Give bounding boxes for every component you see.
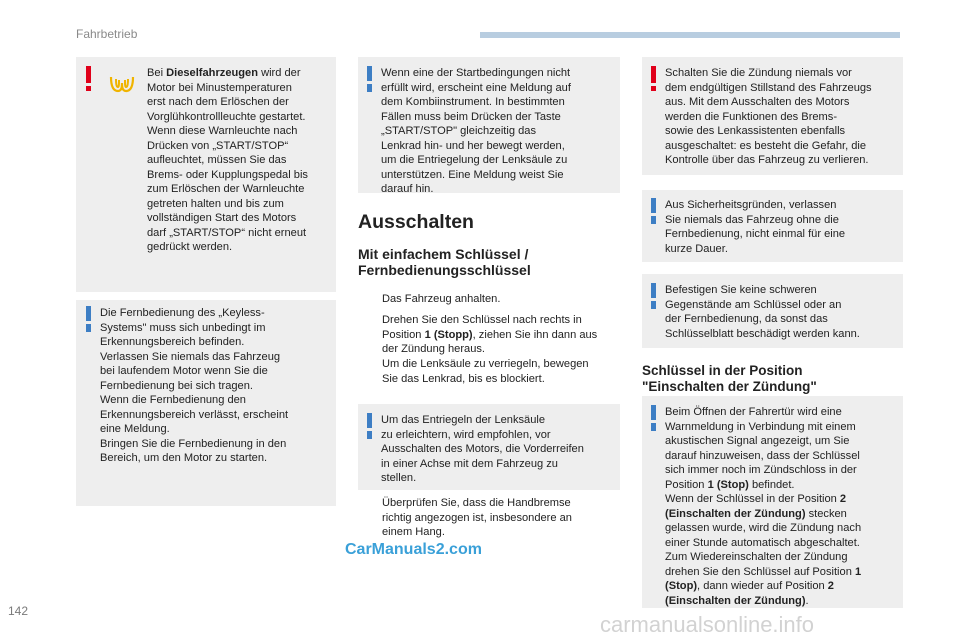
watermark-link[interactable]: CarManuals2.com [345, 541, 482, 558]
info-marker-stem [651, 423, 656, 431]
step-check-handbrake: Überprüfen Sie, dass die Handbremse richtig angezogen ist, insbesondere an einem Hang. [382, 497, 572, 538]
subsection-title-ignition: Schlüssel in der Position "Einschalten der Zündung" [642, 363, 817, 394]
subsection-title-key: Mit einfachem Schlüssel / Fernbedienungsschlüssel [358, 246, 531, 278]
warning-marker [86, 66, 91, 83]
info-marker [651, 283, 656, 298]
info-marker [367, 66, 372, 81]
info-marker [367, 413, 372, 428]
key-in-ignition-text: Beim Öffnen der Fahrertür wird eine Warnmeldung in Verbindung mit einem akustischen Signal angezeigt, um Sie darauf hinzuweisen, dass der Schlüssel sich immer noch im Zündschloss in der Position 1 (Stop) befindet. Wenn der Schlüssel in der Position 2 (Einschalten der Zündung) stecken gelassen wurde, wird die Zündung nach einer Stunde automatisch abgeschaltet. Zum Wiedereinschalten der Zündung drehen Sie den Schlüssel auf Position 1 (Stop), dann wieder auf Position 2 (Einschalten der Zündung). [665, 406, 862, 607]
ignition-warning-text: Schalten Sie die Zündung niemals vor dem endgültigen Stillstand des Fahrzeugs aus. Mit dem Ausschalten des Motors werden die Funktionen des Brems- sowie des Lenkassistenten ebenfalls ausgeschaltet: es besteht die Gefahr, die Kontrolle über das Fahrzeug zu verlieren. [665, 67, 872, 166]
info-marker [651, 198, 656, 213]
diesel-warning-text: Bei Dieselfahrzeugen wird der Motor bei Minustemperaturen erst nach dem Erlöschen der Vorglühkontrollleuchte gestartet. Wenn diese Warnleuchte nach Drücken von „START/STOP“ aufleuchtet, müssen Sie das Brems- oder Kupplungspedal bis zum Erlöschen der Warnleuchte getreten halten und bis zum vollständigen Start des Motors darf „START/STOP“ nicht erneut gedrückt werden. [147, 67, 308, 253]
footer-watermark: carmanualsonline.info [600, 612, 815, 637]
info-marker-stem [367, 431, 372, 439]
step-turn-key: Drehen Sie den Schlüssel nach rechts in Position 1 (Stopp), ziehen Sie ihn dann aus der Zündung heraus. [382, 314, 598, 355]
info-marker [86, 306, 91, 321]
info-marker-stem [651, 301, 656, 309]
info-marker-stem [651, 216, 656, 224]
key-weight-text: Befestigen Sie keine schweren Gegenstände am Schlüssel oder an der Fernbedienung, da sonst das Schlüsselblatt beschädigt werden kann. [665, 284, 860, 340]
keyless-info-text: Die Fernbedienung des „Keyless- Systems" muss sich unbedingt im Erkennungsbereich befinden. Verlassen Sie niemals das Fahrzeug bei laufendem Motor wenn Sie die Fernbedienung bei sich tragen. Wenn die Fernbedienung den Erkennungsbereich verlässt, erscheint eine Meldung. Bringen Sie die Fernbedienung in den Bereich, um den Motor zu starten. [100, 307, 289, 464]
info-marker-stem [86, 324, 91, 332]
info-marker-stem [367, 84, 372, 92]
section-title-ausschalten: Ausschalten [358, 211, 474, 233]
warning-marker [651, 66, 656, 83]
page-number: 142 [8, 604, 29, 618]
step-lock-steering: Um die Lenksäule zu verriegeln, bewegen Sie das Lenkrad, bis es blockiert. [382, 358, 589, 385]
steering-tip-text: Um das Entriegeln der Lenksäule zu erleichtern, wird empfohlen, vor Ausschalten des Motors, die Vorderreifen in einer Achse mit dem Fahrzeug zu stellen. [381, 414, 584, 484]
warning-marker-dot [651, 86, 656, 91]
warning-marker-dot [86, 86, 91, 91]
info-marker [651, 405, 656, 420]
start-conditions-text: Wenn eine der Startbedingungen nicht erfüllt wird, erscheint eine Meldung auf dem Kombiinstrument. In bestimmten Fällen muss beim Drücken der Taste „START/STOP" gleichzeitig das Lenkrad hin- und her bewegt werden, um die Entriegelung der Lenksäule zu unterstützen. Eine Meldung weist Sie darauf hin. [381, 67, 571, 195]
glow-plug-warning-icon [108, 74, 136, 96]
header-bar [480, 32, 900, 38]
section-header: Fahrbetrieb [76, 27, 138, 41]
safety-info-text: Aus Sicherheitsgründen, verlassen Sie niemals das Fahrzeug ohne die Fernbedienung, nicht einmal für eine kurze Dauer. [665, 199, 846, 255]
